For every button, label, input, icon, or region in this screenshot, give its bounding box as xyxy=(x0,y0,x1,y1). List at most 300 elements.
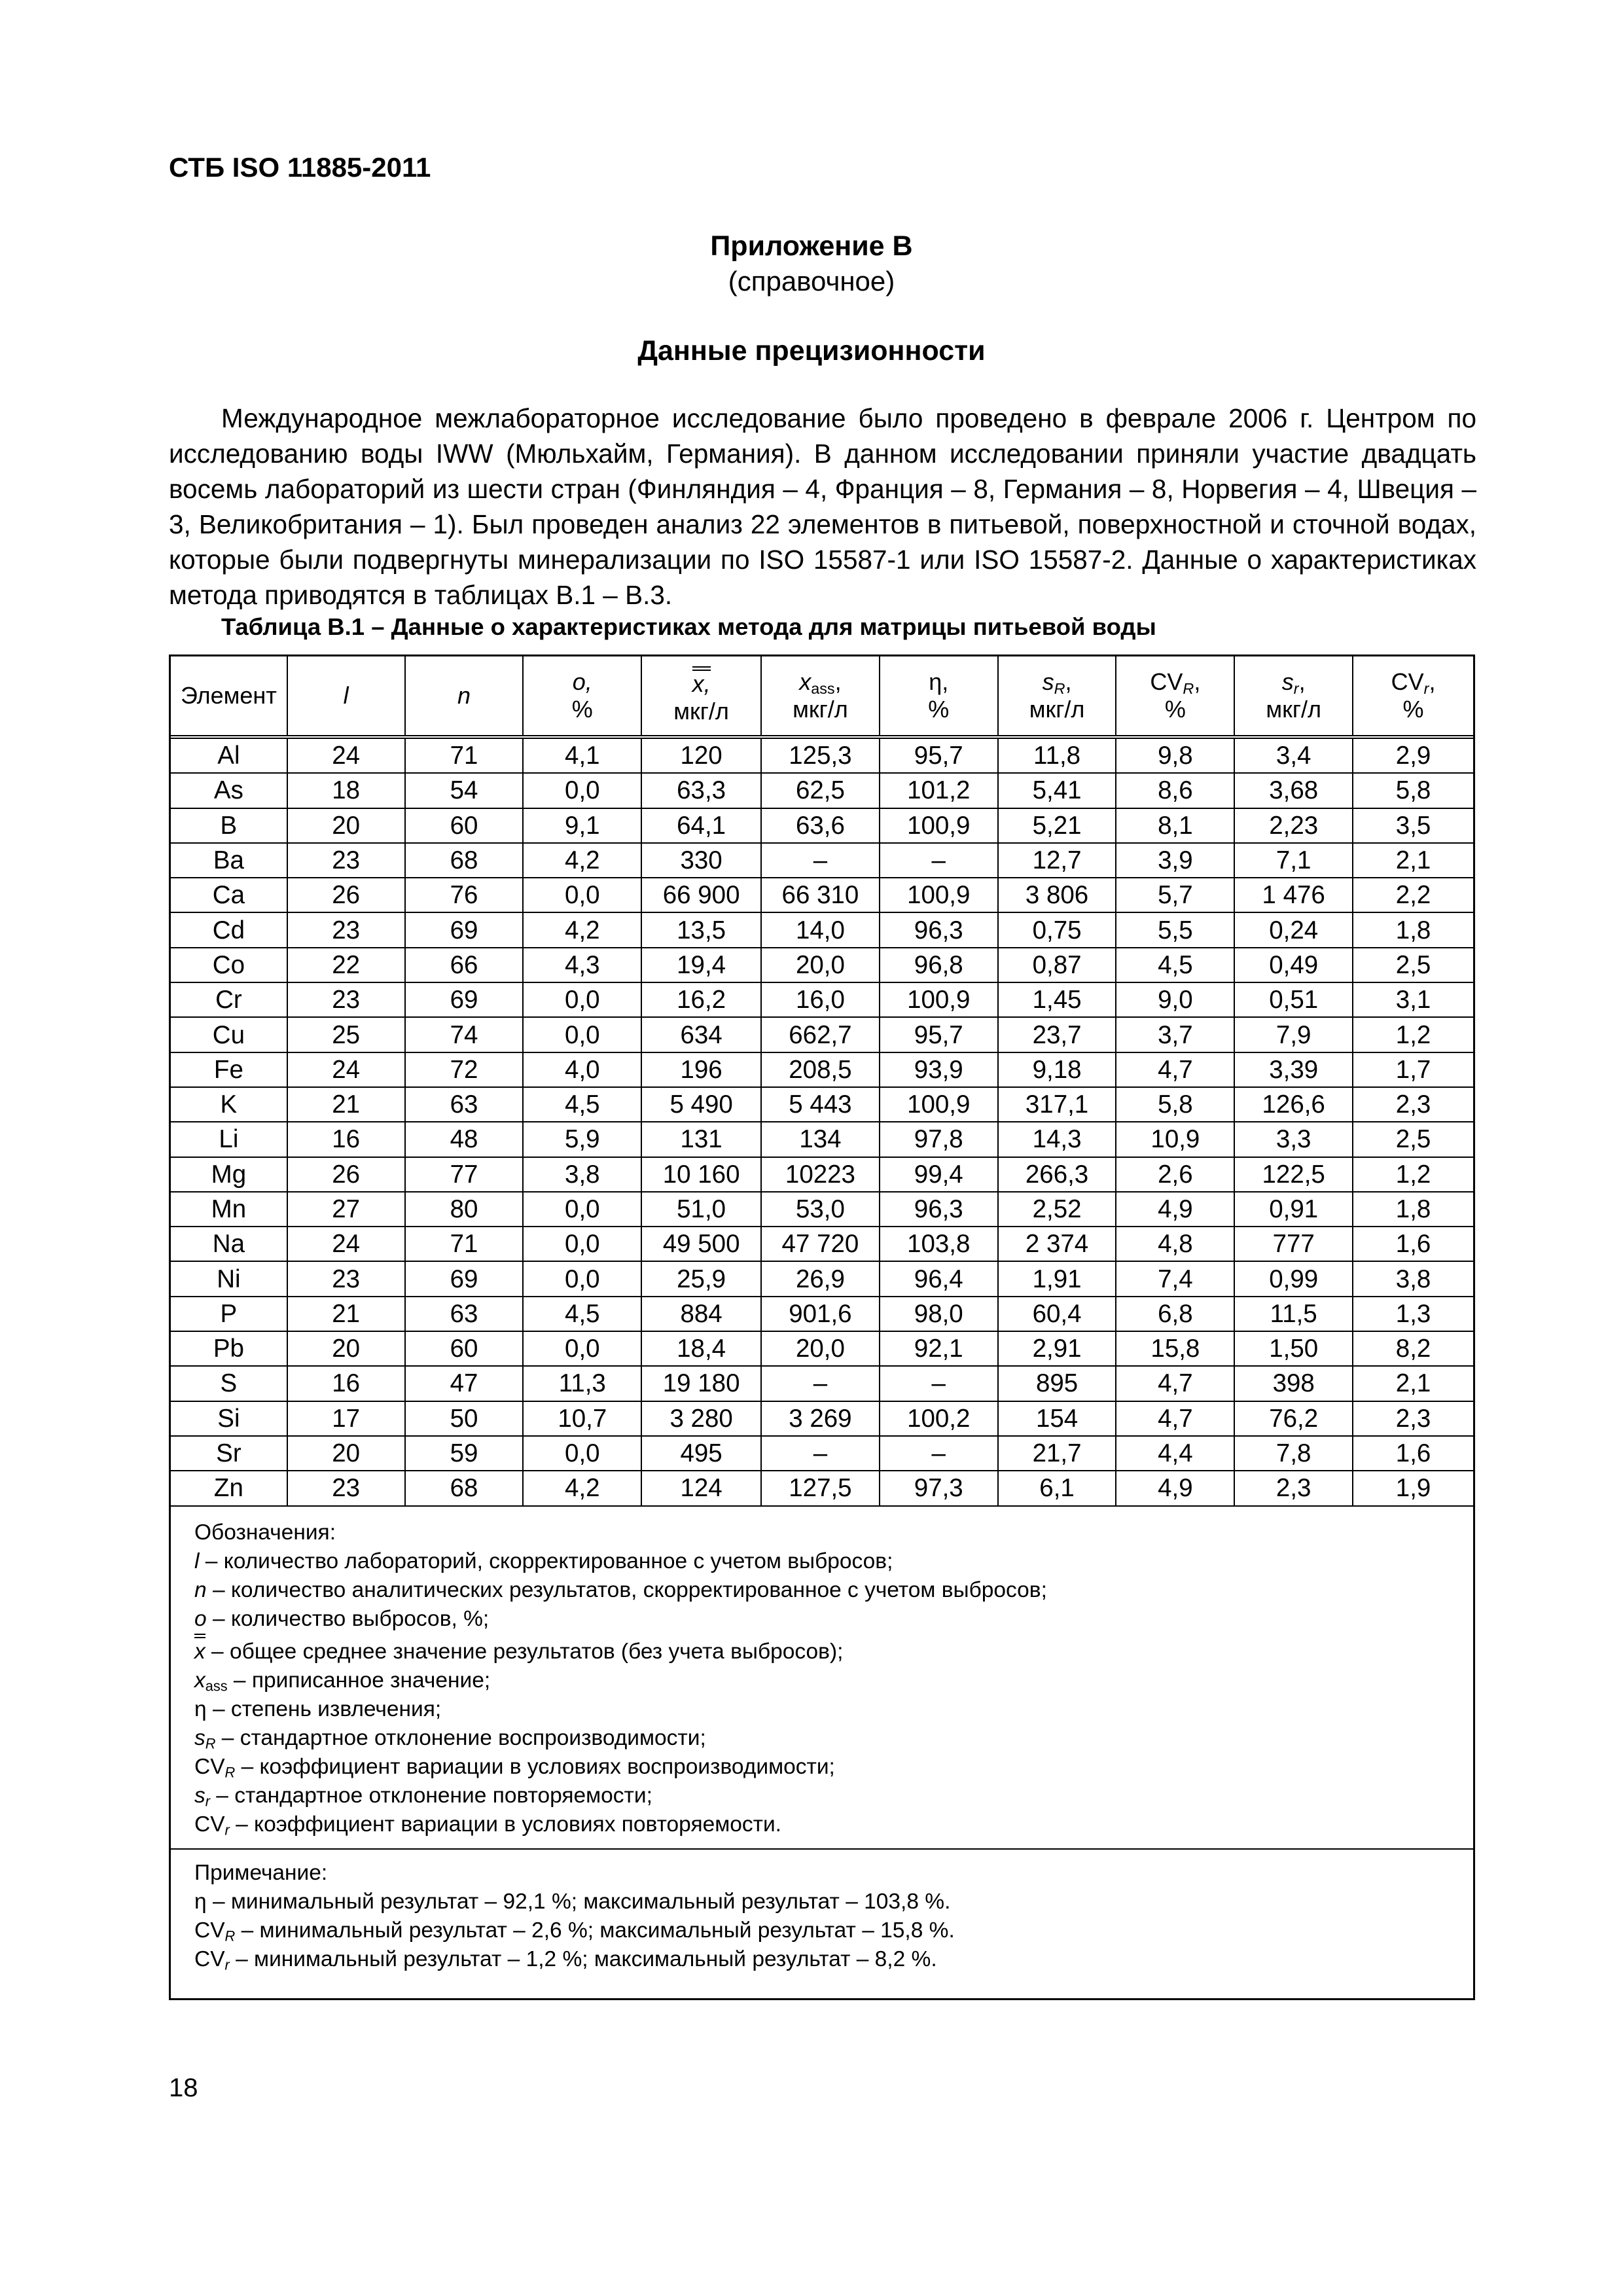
value-cell: 4,7 xyxy=(1116,1052,1234,1087)
double-overline xyxy=(194,1634,205,1666)
col-header-l xyxy=(287,656,405,737)
value-cell: 9,18 xyxy=(998,1052,1116,1087)
element-cell: Ni xyxy=(171,1261,287,1296)
value-cell: 895 xyxy=(998,1366,1116,1401)
legend-item-symbol: s xyxy=(194,1783,205,1808)
col-header-CVR-comma: , xyxy=(1194,668,1201,695)
note-item-text: – минимальный результат – 1,2 %; максимальный результат – 8,2 %. xyxy=(229,1946,937,1971)
value-cell: 4,1 xyxy=(523,737,641,773)
value-cell: 100,9 xyxy=(880,982,998,1017)
col-header-xass-unit: мкг/л xyxy=(793,696,848,723)
value-cell: 77 xyxy=(405,1157,524,1192)
element-cell: Al xyxy=(171,737,287,773)
value-cell: 76 xyxy=(405,878,524,912)
value-cell: 5,8 xyxy=(1353,773,1473,808)
value-cell: – xyxy=(761,1366,880,1401)
table-row xyxy=(171,1122,1473,1157)
element-cell: Na xyxy=(171,1227,287,1261)
value-cell: 884 xyxy=(641,1297,761,1331)
value-cell: 330 xyxy=(641,843,761,878)
legend-item-symbol: s xyxy=(194,1725,205,1750)
value-cell: 0,0 xyxy=(523,1227,641,1261)
value-cell: 2,1 xyxy=(1353,1366,1473,1401)
value-cell: 20 xyxy=(287,808,405,843)
col-header-sr-symbol: s xyxy=(1281,668,1294,695)
table-row xyxy=(171,737,1473,773)
value-cell: 0,0 xyxy=(523,773,641,808)
legend-item-subscript: ass xyxy=(205,1677,228,1694)
value-cell: 72 xyxy=(405,1052,524,1087)
note-item-symbol: CV xyxy=(194,1918,225,1943)
value-cell: 14,3 xyxy=(998,1122,1116,1157)
value-cell: 1,45 xyxy=(998,982,1116,1017)
value-cell: 20 xyxy=(287,1436,405,1471)
value-cell: 1,7 xyxy=(1353,1052,1473,1087)
value-cell: 5,7 xyxy=(1116,878,1234,912)
element-cell: Sr xyxy=(171,1436,287,1471)
table-row xyxy=(171,1297,1473,1331)
note-item xyxy=(194,1945,1473,1974)
table-row xyxy=(171,1471,1473,1505)
legend-item xyxy=(194,1666,1473,1695)
value-cell: 23 xyxy=(287,982,405,1017)
value-cell: 3,5 xyxy=(1353,808,1473,843)
value-cell: 2,9 xyxy=(1353,737,1473,773)
element-cell: Cd xyxy=(171,912,287,947)
value-cell: 60 xyxy=(405,1331,524,1366)
value-cell: 1,6 xyxy=(1353,1227,1473,1261)
element-cell: K xyxy=(171,1087,287,1122)
value-cell: 66 900 xyxy=(641,878,761,912)
value-cell: 74 xyxy=(405,1017,524,1052)
table-row xyxy=(171,773,1473,808)
value-cell: 4,7 xyxy=(1116,1401,1234,1436)
col-header-x-symbol: x, xyxy=(692,670,711,697)
col-header-xass-comma: , xyxy=(834,668,842,695)
value-cell: 2,1 xyxy=(1353,843,1473,878)
value-cell: 13,5 xyxy=(641,912,761,947)
value-cell: 0,99 xyxy=(1234,1261,1353,1296)
page-number: 18 xyxy=(169,2073,198,2102)
legend-item-subscript: R xyxy=(224,1763,236,1780)
value-cell: 2,3 xyxy=(1353,1087,1473,1122)
legend-item xyxy=(194,1576,1473,1605)
value-cell: 0,0 xyxy=(523,982,641,1017)
value-cell: 63 xyxy=(405,1297,524,1331)
value-cell: 25 xyxy=(287,1017,405,1052)
value-cell: 0,51 xyxy=(1234,982,1353,1017)
value-cell: 6,8 xyxy=(1116,1297,1234,1331)
note-item-text: – минимальный результат – 2,6 %; максимальный результат – 15,8 %. xyxy=(235,1918,955,1943)
table-row xyxy=(171,1366,1473,1401)
element-cell: Fe xyxy=(171,1052,287,1087)
value-cell: 6,1 xyxy=(998,1471,1116,1505)
value-cell: 24 xyxy=(287,1052,405,1087)
value-cell: 4,0 xyxy=(523,1052,641,1087)
value-cell: 19,4 xyxy=(641,948,761,982)
col-header-element xyxy=(171,656,287,737)
value-cell: 71 xyxy=(405,1227,524,1261)
value-cell: 4,5 xyxy=(523,1297,641,1331)
value-cell: 10,9 xyxy=(1116,1122,1234,1157)
legend-item-text: – коэффициент вариации в условиях повторяемости. xyxy=(229,1812,781,1837)
value-cell: 4,2 xyxy=(523,843,641,878)
element-cell: P xyxy=(171,1297,287,1331)
legend-item-symbol: l xyxy=(194,1549,200,1573)
value-cell: 10 160 xyxy=(641,1157,761,1192)
value-cell: 2,5 xyxy=(1353,1122,1473,1157)
value-cell: 1,2 xyxy=(1353,1017,1473,1052)
value-cell: 22 xyxy=(287,948,405,982)
value-cell: 1,6 xyxy=(1353,1436,1473,1471)
legend-item-symbol: x xyxy=(194,1639,205,1664)
value-cell: 4,7 xyxy=(1116,1366,1234,1401)
value-cell: 3 806 xyxy=(998,878,1116,912)
value-cell: 0,91 xyxy=(1234,1192,1353,1227)
value-cell: 76,2 xyxy=(1234,1401,1353,1436)
col-header-sR-unit: мкг/л xyxy=(1029,696,1085,723)
value-cell: 3 280 xyxy=(641,1401,761,1436)
table-row xyxy=(171,878,1473,912)
legend-item xyxy=(194,1634,1473,1666)
element-cell: Cr xyxy=(171,982,287,1017)
value-cell: 634 xyxy=(641,1017,761,1052)
value-cell: 26,9 xyxy=(761,1261,880,1296)
col-header-sr-comma: , xyxy=(1298,668,1306,695)
col-header-x xyxy=(641,656,761,737)
value-cell: 64,1 xyxy=(641,808,761,843)
value-cell: 60,4 xyxy=(998,1297,1116,1331)
value-cell: 154 xyxy=(998,1401,1116,1436)
value-cell: 2,6 xyxy=(1116,1157,1234,1192)
col-header-CVr-symbol: CV xyxy=(1391,668,1424,695)
value-cell: 2,2 xyxy=(1353,878,1473,912)
value-cell: 126,6 xyxy=(1234,1087,1353,1122)
legend-item-text: – стандартное отклонение повторяемости; xyxy=(210,1783,652,1808)
value-cell: 196 xyxy=(641,1052,761,1087)
annex-title: Приложение В xyxy=(710,230,913,262)
legend-block xyxy=(171,1507,1473,1850)
precision-data-table xyxy=(171,656,1473,1507)
value-cell: 20,0 xyxy=(761,948,880,982)
col-header-sr-unit: мкг/л xyxy=(1266,696,1321,723)
value-cell: 21 xyxy=(287,1297,405,1331)
value-cell: 68 xyxy=(405,1471,524,1505)
legend-item xyxy=(194,1753,1473,1782)
table-row xyxy=(171,1261,1473,1296)
legend-item-text: – стандартное отклонение воспроизводимости; xyxy=(215,1725,706,1750)
value-cell: 124 xyxy=(641,1471,761,1505)
value-cell: 7,4 xyxy=(1116,1261,1234,1296)
value-cell: 15,8 xyxy=(1116,1331,1234,1366)
element-cell: Cu xyxy=(171,1017,287,1052)
value-cell: 8,2 xyxy=(1353,1331,1473,1366)
double-overline xyxy=(692,666,711,698)
note-item-subscript: r xyxy=(224,1956,230,1973)
value-cell: 8,1 xyxy=(1116,808,1234,843)
value-cell: 1,2 xyxy=(1353,1157,1473,1192)
value-cell: 11,3 xyxy=(523,1366,641,1401)
value-cell: 3 269 xyxy=(761,1401,880,1436)
value-cell: 63 xyxy=(405,1087,524,1122)
value-cell: 97,8 xyxy=(880,1122,998,1157)
value-cell: 14,0 xyxy=(761,912,880,947)
note-item-subscript: R xyxy=(224,1927,236,1944)
value-cell: 0,49 xyxy=(1234,948,1353,982)
legend-item xyxy=(194,1547,1473,1576)
col-header-CVR xyxy=(1116,656,1234,737)
table-body xyxy=(171,737,1473,1506)
value-cell: 3,68 xyxy=(1234,773,1353,808)
value-cell: 2 374 xyxy=(998,1227,1116,1261)
legend-item-symbol: x xyxy=(194,1668,205,1693)
value-cell: 122,5 xyxy=(1234,1157,1353,1192)
value-cell: 3,1 xyxy=(1353,982,1473,1017)
col-header-n xyxy=(405,656,524,737)
value-cell: 16,2 xyxy=(641,982,761,1017)
legend-item-text: – приписанное значение; xyxy=(227,1668,491,1693)
value-cell: 9,1 xyxy=(523,808,641,843)
value-cell: 1,3 xyxy=(1353,1297,1473,1331)
col-header-eta-unit: % xyxy=(928,696,950,723)
value-cell: 0,0 xyxy=(523,1436,641,1471)
intro-paragraph: Международное межлабораторное исследование было проведено в феврале 2006 г. Центром по исследованию воды IWW (Мюльхайм, Германия). В данном исследовании приняли участие двадцать восемь лабораторий из шести стран (Финляндия – 4, Франция – 8, Германия – 8, Норвегия – 4, Швеция – 3, Великобритания – 1). Был проведен анализ 22 элементов в питьевой, поверхностной и сточной водах, которые были подвергнуты минерализации по ISO 15587-1 или ISO 15587-2. Данные о характеристиках метода приводятся в таблицах В.1 – В.3. xyxy=(169,403,1476,610)
value-cell: 100,9 xyxy=(880,1087,998,1122)
value-cell: 125,3 xyxy=(761,737,880,773)
value-cell: 101,2 xyxy=(880,773,998,808)
value-cell: 18,4 xyxy=(641,1331,761,1366)
value-cell: 11,5 xyxy=(1234,1297,1353,1331)
value-cell: 50 xyxy=(405,1401,524,1436)
value-cell: 21,7 xyxy=(998,1436,1116,1471)
element-cell: Ca xyxy=(171,878,287,912)
value-cell: 100,2 xyxy=(880,1401,998,1436)
legend-item-text: – количество лабораторий, скорректированное с учетом выбросов; xyxy=(199,1549,893,1573)
value-cell: 98,0 xyxy=(880,1297,998,1331)
value-cell: 17 xyxy=(287,1401,405,1436)
value-cell: 0,75 xyxy=(998,912,1116,947)
value-cell: 16 xyxy=(287,1366,405,1401)
value-cell: 4,8 xyxy=(1116,1227,1234,1261)
table-row xyxy=(171,1436,1473,1471)
value-cell: 5,9 xyxy=(523,1122,641,1157)
legend-item xyxy=(194,1605,1473,1634)
value-cell: 18 xyxy=(287,773,405,808)
value-cell: 60 xyxy=(405,808,524,843)
value-cell: 26 xyxy=(287,878,405,912)
value-cell: 96,3 xyxy=(880,912,998,947)
value-cell: 23 xyxy=(287,1471,405,1505)
value-cell: – xyxy=(761,1436,880,1471)
value-cell: 0,0 xyxy=(523,1331,641,1366)
table-row xyxy=(171,1157,1473,1192)
element-cell: Co xyxy=(171,948,287,982)
value-cell: 26 xyxy=(287,1157,405,1192)
value-cell: 23 xyxy=(287,843,405,878)
legend-item-subscript: r xyxy=(205,1792,210,1809)
value-cell: 127,5 xyxy=(761,1471,880,1505)
legend-item-symbol: o xyxy=(194,1606,207,1631)
value-cell: – xyxy=(880,843,998,878)
value-cell: 71 xyxy=(405,737,524,773)
value-cell: 54 xyxy=(405,773,524,808)
value-cell: 120 xyxy=(641,737,761,773)
value-cell: 62,5 xyxy=(761,773,880,808)
value-cell: 131 xyxy=(641,1122,761,1157)
value-cell: 49 500 xyxy=(641,1227,761,1261)
col-header-xass xyxy=(761,656,880,737)
value-cell: 9,0 xyxy=(1116,982,1234,1017)
note-item xyxy=(194,1888,1473,1916)
element-cell: Pb xyxy=(171,1331,287,1366)
value-cell: 48 xyxy=(405,1122,524,1157)
table-row xyxy=(171,1087,1473,1122)
value-cell: 92,1 xyxy=(880,1331,998,1366)
value-cell: 5 443 xyxy=(761,1087,880,1122)
table-header-row xyxy=(171,656,1473,737)
value-cell: 12,7 xyxy=(998,843,1116,878)
value-cell: 103,8 xyxy=(880,1227,998,1261)
col-header-xass-symbol: x xyxy=(799,668,812,695)
legend-item-symbol: CV xyxy=(194,1754,225,1779)
col-header-CVr-comma: , xyxy=(1429,668,1436,695)
value-cell: 5,8 xyxy=(1116,1087,1234,1122)
col-header-sR-symbol: s xyxy=(1042,668,1054,695)
value-cell: – xyxy=(880,1436,998,1471)
col-header-xass-subscript: ass xyxy=(811,679,835,697)
legend-item-text: – общее среднее значение результатов (без учета выбросов); xyxy=(205,1639,844,1664)
legend-item-subscript: r xyxy=(224,1821,230,1838)
col-header-CVR-symbol: CV xyxy=(1150,668,1183,695)
col-header-sR xyxy=(998,656,1116,737)
legend-heading: Обозначения: xyxy=(194,1520,336,1545)
value-cell: 0,24 xyxy=(1234,912,1353,947)
value-cell: – xyxy=(761,843,880,878)
col-header-o-symbol: o, xyxy=(572,668,592,695)
element-cell: Mn xyxy=(171,1192,287,1227)
value-cell: 16 xyxy=(287,1122,405,1157)
value-cell: 134 xyxy=(761,1122,880,1157)
legend-item-symbol: η xyxy=(194,1696,207,1721)
element-cell: Li xyxy=(171,1122,287,1157)
value-cell: – xyxy=(880,1366,998,1401)
legend-item xyxy=(194,1695,1473,1724)
value-cell: 24 xyxy=(287,1227,405,1261)
value-cell: 2,3 xyxy=(1234,1471,1353,1505)
element-cell: S xyxy=(171,1366,287,1401)
value-cell: 3,8 xyxy=(1353,1261,1473,1296)
col-header-n-symbol: n xyxy=(457,682,471,709)
value-cell: 1,9 xyxy=(1353,1471,1473,1505)
value-cell: 5,41 xyxy=(998,773,1116,808)
value-cell: 3,7 xyxy=(1116,1017,1234,1052)
value-cell: 317,1 xyxy=(998,1087,1116,1122)
value-cell: 3,9 xyxy=(1116,843,1234,878)
value-cell: 93,9 xyxy=(880,1052,998,1087)
col-header-sR-comma: , xyxy=(1065,668,1072,695)
legend-item-subscript: R xyxy=(205,1734,216,1751)
value-cell: 10,7 xyxy=(523,1401,641,1436)
value-cell: 662,7 xyxy=(761,1017,880,1052)
value-cell: 3,8 xyxy=(523,1157,641,1192)
col-header-eta-symbol: η, xyxy=(929,668,949,695)
note-item-symbol: η xyxy=(194,1889,207,1914)
value-cell: 8,6 xyxy=(1116,773,1234,808)
value-cell: 7,1 xyxy=(1234,843,1353,878)
value-cell: 2,23 xyxy=(1234,808,1353,843)
col-header-l-symbol: l xyxy=(343,682,349,709)
table-row xyxy=(171,1227,1473,1261)
value-cell: 100,9 xyxy=(880,878,998,912)
value-cell: 5,5 xyxy=(1116,912,1234,947)
value-cell: 100,9 xyxy=(880,808,998,843)
legend-item-symbol: CV xyxy=(194,1812,225,1837)
value-cell: 11,8 xyxy=(998,737,1116,773)
note-item-text: – минимальный результат – 92,1 %; максимальный результат – 103,8 %. xyxy=(206,1889,951,1914)
value-cell: 27 xyxy=(287,1192,405,1227)
legend-item xyxy=(194,1782,1473,1810)
value-cell: 9,8 xyxy=(1116,737,1234,773)
value-cell: 4,3 xyxy=(523,948,641,982)
value-cell: 777 xyxy=(1234,1227,1353,1261)
col-header-x-unit: мкг/л xyxy=(673,698,729,725)
col-header-element-label: Элемент xyxy=(180,682,277,709)
legend-item-text: – количество выбросов, %; xyxy=(206,1606,490,1631)
value-cell: 1,8 xyxy=(1353,912,1473,947)
value-cell: 23 xyxy=(287,912,405,947)
table-caption: Таблица В.1 – Данные о характеристиках метода для матрицы питьевой воды xyxy=(221,613,1156,640)
value-cell: 63,3 xyxy=(641,773,761,808)
value-cell: 1,8 xyxy=(1353,1192,1473,1227)
value-cell: 20 xyxy=(287,1331,405,1366)
value-cell: 495 xyxy=(641,1436,761,1471)
value-cell: 99,4 xyxy=(880,1157,998,1192)
table-row xyxy=(171,1331,1473,1366)
col-header-CVr-subscript: r xyxy=(1423,679,1429,697)
value-cell: 0,87 xyxy=(998,948,1116,982)
value-cell: 2,5 xyxy=(1353,948,1473,982)
note-item-symbol: CV xyxy=(194,1946,225,1971)
standard-code: СТБ ISO 11885-2011 xyxy=(169,152,431,183)
col-header-o xyxy=(523,656,641,737)
value-cell: 69 xyxy=(405,1261,524,1296)
value-cell: 25,9 xyxy=(641,1261,761,1296)
value-cell: 19 180 xyxy=(641,1366,761,1401)
value-cell: 2,52 xyxy=(998,1192,1116,1227)
value-cell: 4,2 xyxy=(523,912,641,947)
value-cell: 95,7 xyxy=(880,737,998,773)
value-cell: 5,21 xyxy=(998,808,1116,843)
table-row xyxy=(171,843,1473,878)
value-cell: 69 xyxy=(405,982,524,1017)
element-cell: Mg xyxy=(171,1157,287,1192)
value-cell: 0,0 xyxy=(523,1261,641,1296)
value-cell: 96,4 xyxy=(880,1261,998,1296)
col-header-o-unit: % xyxy=(571,696,593,723)
col-header-sr-subscript: r xyxy=(1293,679,1299,697)
note-heading: Примечание: xyxy=(194,1860,328,1885)
legend-item xyxy=(194,1724,1473,1753)
table-row xyxy=(171,808,1473,843)
col-header-CVR-unit: % xyxy=(1164,696,1186,723)
value-cell: 24 xyxy=(287,737,405,773)
value-cell: 3,4 xyxy=(1234,737,1353,773)
value-cell: 3,39 xyxy=(1234,1052,1353,1087)
value-cell: 51,0 xyxy=(641,1192,761,1227)
table-row xyxy=(171,1401,1473,1436)
legend-item-text: – коэффициент вариации в условиях воспроизводимости; xyxy=(235,1754,835,1779)
value-cell: 95,7 xyxy=(880,1017,998,1052)
